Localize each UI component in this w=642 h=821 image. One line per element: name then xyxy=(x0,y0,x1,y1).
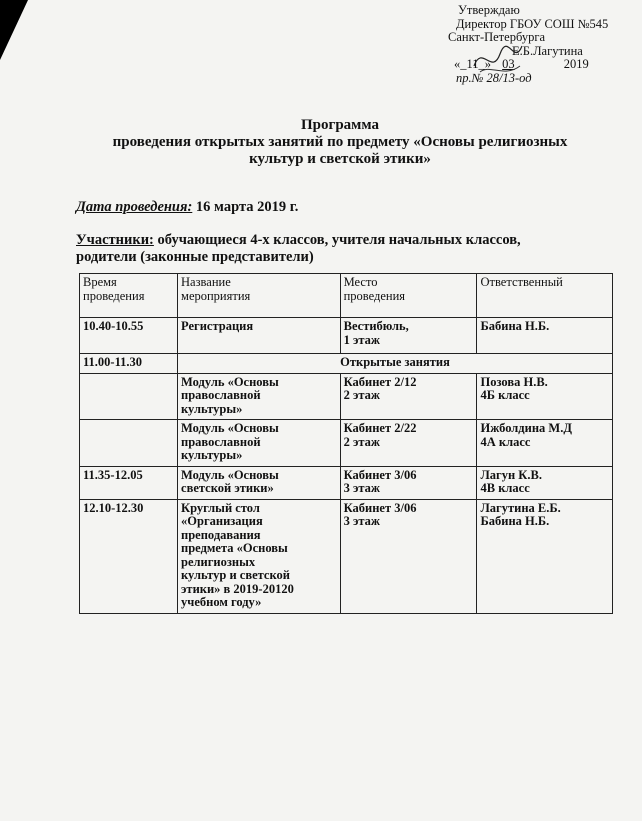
cell-name: Регистрация xyxy=(178,318,341,354)
cell-responsible: Ижболдина М.Д 4А класс xyxy=(477,420,613,467)
document-title xyxy=(80,117,600,168)
cell-place: Кабинет 3/06 3 этаж xyxy=(340,466,477,499)
approval-day: «_11_» xyxy=(454,57,492,71)
table-row xyxy=(80,466,613,499)
cell-responsible: Лагутина Е.Б. Бабина Н.Б. xyxy=(477,499,613,613)
cell-place: Кабинет 3/06 3 этаж xyxy=(340,499,477,613)
approval-line: Санкт-Петербурга xyxy=(448,30,546,44)
cell-name: Модуль «Основы светской этики» xyxy=(178,466,341,499)
header-cell-time: Время проведения xyxy=(80,274,178,318)
event-date xyxy=(76,199,298,216)
date-label: Дата проведения: xyxy=(76,199,193,215)
title-line: культур и светской этики» xyxy=(249,151,431,167)
cell-responsible: Лагун К.В. 4В класс xyxy=(477,466,613,499)
cell-time: 10.40-10.55 xyxy=(80,318,178,354)
approval-line: Директор ГБОУ СОШ №545 xyxy=(456,16,609,31)
table-section-row xyxy=(80,354,613,374)
table-row xyxy=(80,420,613,467)
approval-year: 2019 xyxy=(563,57,589,71)
title-line: Программа xyxy=(301,117,379,133)
date-value: 16 марта 2019 г. xyxy=(195,199,299,215)
cell-place: Вестибюль, 1 этаж xyxy=(340,318,477,354)
participants-label: Участники: xyxy=(76,232,154,248)
signature-scribble xyxy=(470,36,530,86)
cell-place: Кабинет 2/12 2 этаж xyxy=(340,373,477,420)
cell-name: Круглый стол «Организация преподавания предмета «Основы религиозных культур и светской этики» в 2019-20120 учебном году» xyxy=(178,499,341,613)
table-row xyxy=(80,318,613,354)
approval-line: Утверждаю xyxy=(458,3,520,17)
table-header-row xyxy=(80,274,613,318)
approval-month: 03 xyxy=(502,57,515,71)
cell-time: 12.10-12.30 xyxy=(80,499,178,613)
participants xyxy=(76,232,596,266)
table-row xyxy=(80,499,613,613)
cell-responsible: Бабина Н.Б. xyxy=(477,318,613,354)
program-table xyxy=(79,273,613,614)
cell-name: Модуль «Основы православной культуры» xyxy=(178,373,341,420)
cell-section-title: Открытые занятия xyxy=(178,354,613,374)
cell-responsible: Позова Н.В. 4Б класс xyxy=(477,373,613,420)
cell-section-time: 11.00-11.30 xyxy=(80,354,178,374)
header-cell-place: Место проведения xyxy=(340,274,477,318)
approval-order-number: пр.№ 28/13-од xyxy=(456,70,532,85)
approval-line: Е.Б.Лагутина xyxy=(512,43,583,58)
participants-value-cont: родители (законные представители) xyxy=(76,249,314,265)
header-cell-responsible: Ответственный xyxy=(477,274,613,318)
cell-name: Модуль «Основы православной культуры» xyxy=(178,420,341,467)
header-cell-name: Название мероприятия xyxy=(178,274,341,318)
cell-place: Кабинет 2/22 2 этаж xyxy=(340,420,477,467)
title-line: проведения открытых занятий по предмету «Основы религиозных xyxy=(112,134,568,150)
cell-time xyxy=(80,373,178,420)
scan-shadow-corner xyxy=(0,0,28,60)
table-row xyxy=(80,373,613,420)
cell-time xyxy=(80,420,178,467)
cell-time: 11.35-12.05 xyxy=(80,466,178,499)
participants-value: обучающиеся 4-х классов, учителя начальных классов, xyxy=(157,232,521,248)
